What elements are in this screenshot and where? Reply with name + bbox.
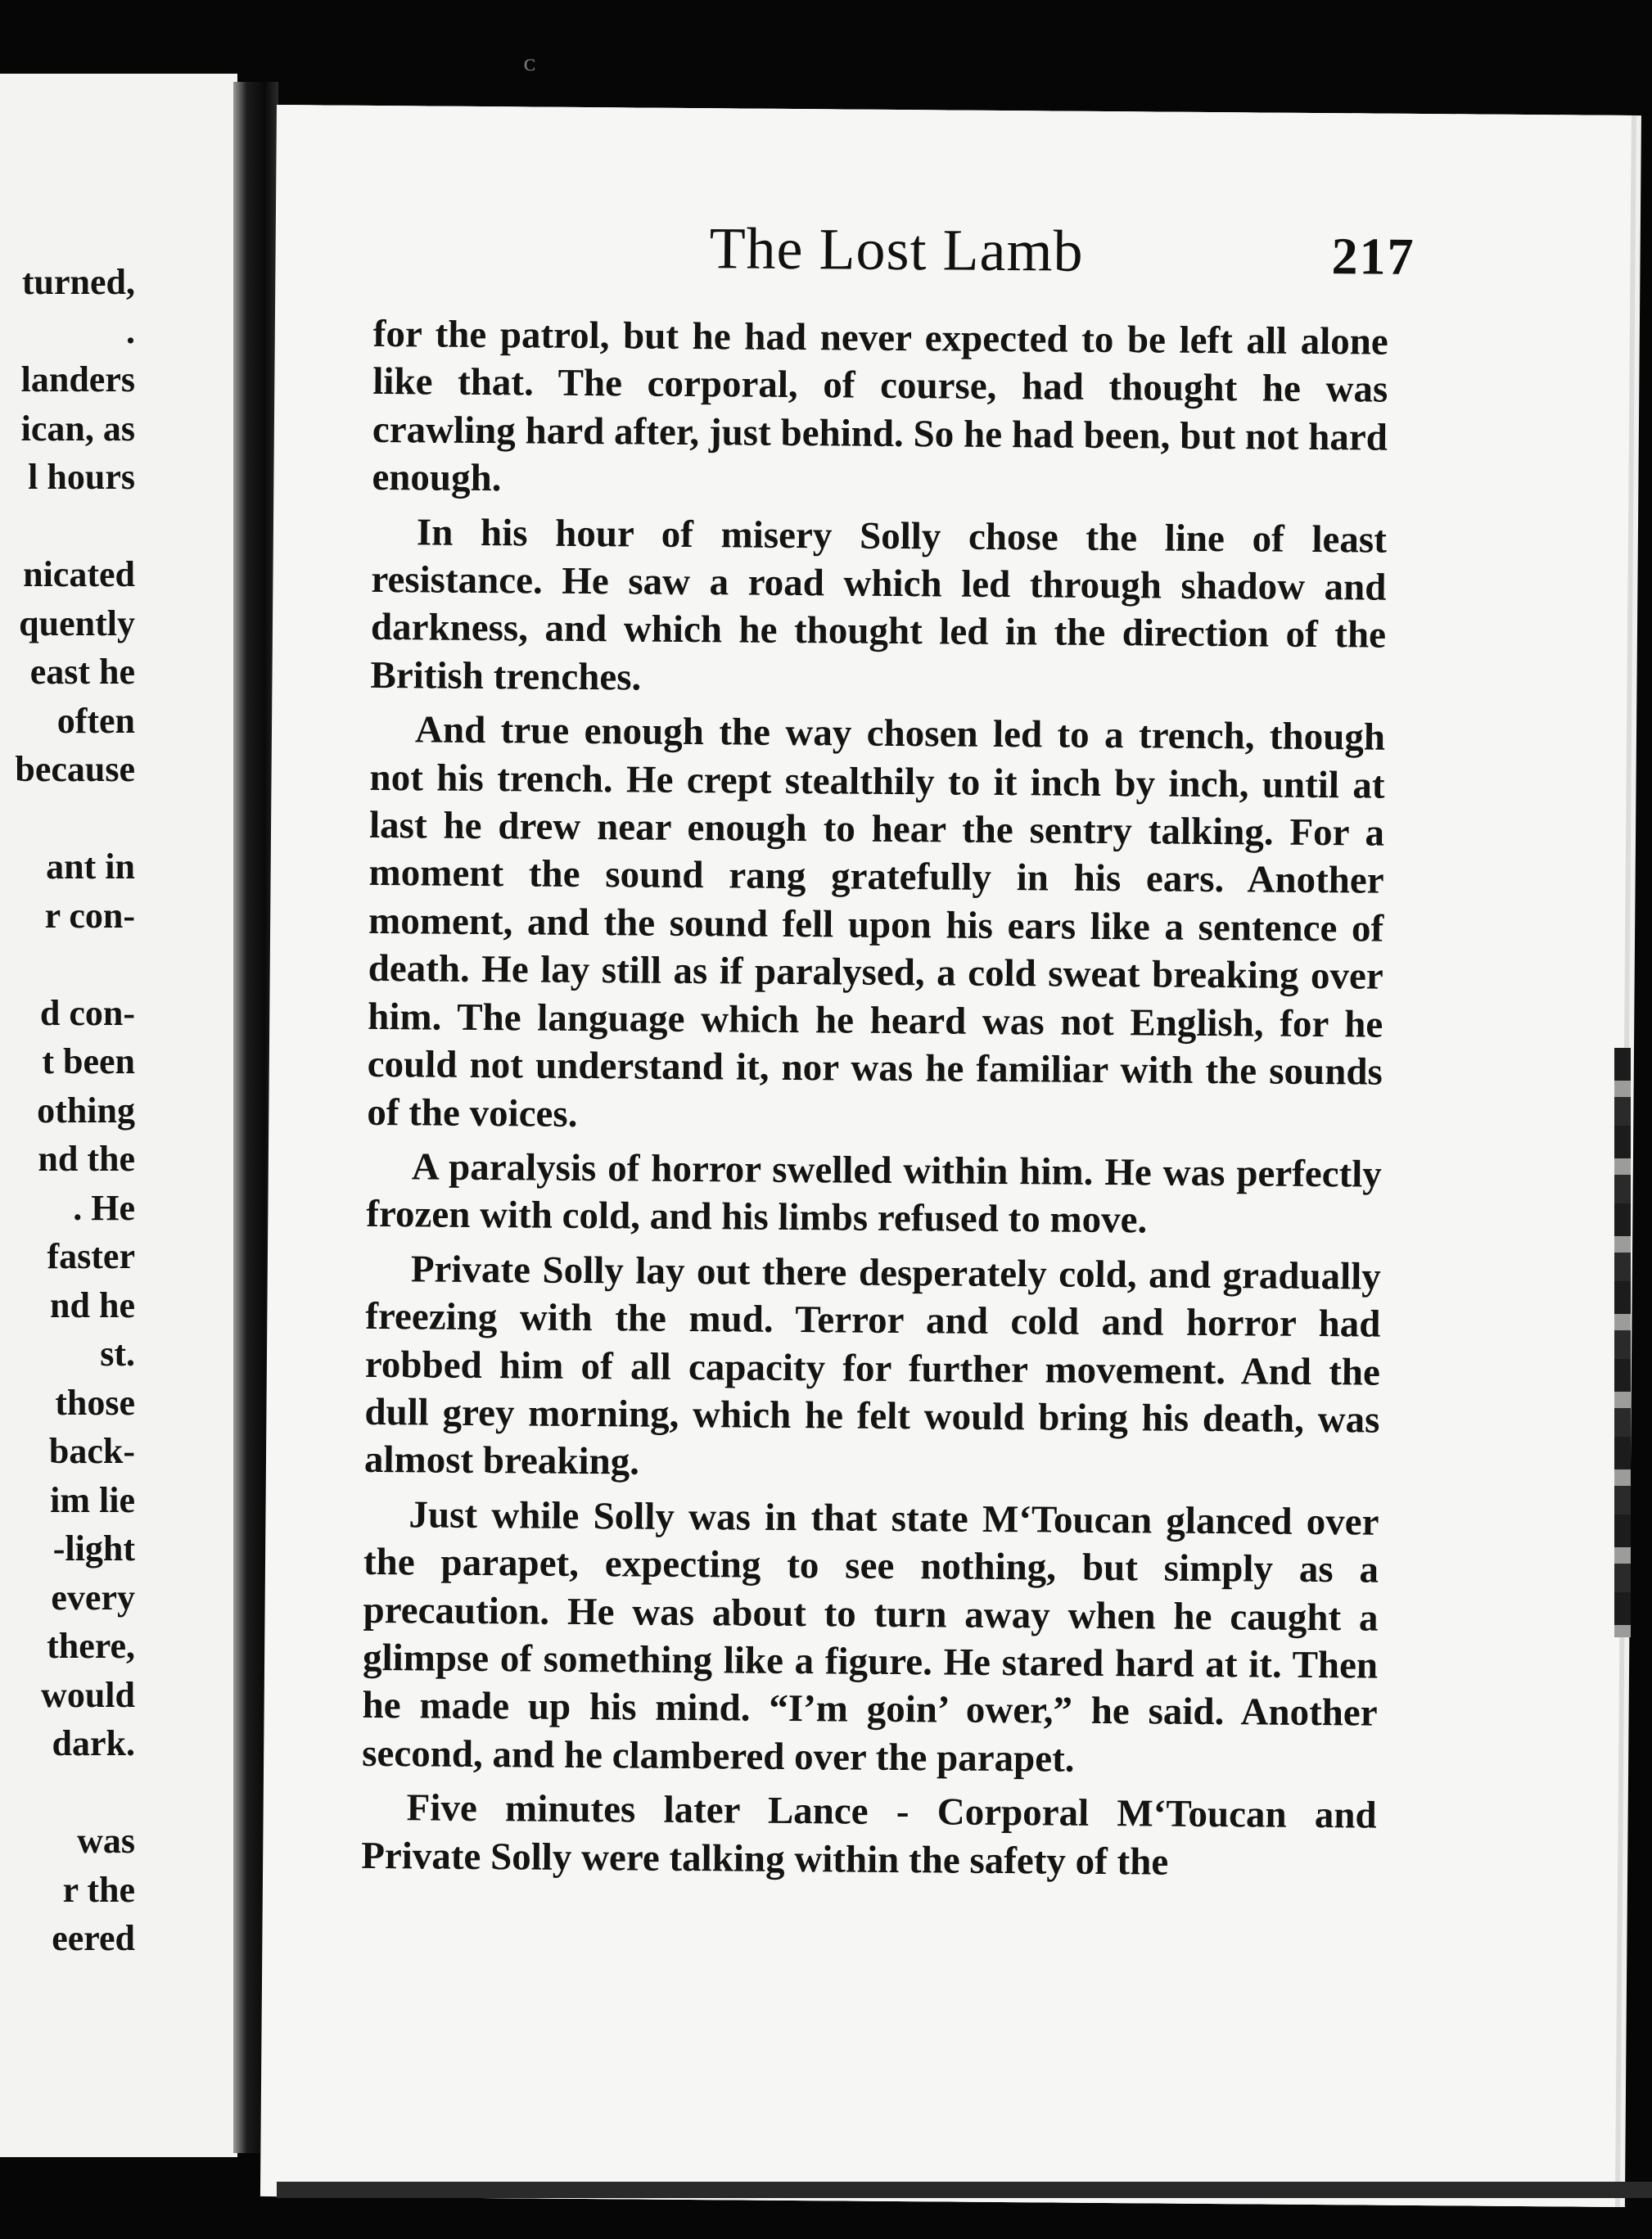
- left-page-line: t been: [42, 1041, 135, 1081]
- left-page-line: eered: [52, 1918, 135, 1958]
- paragraph: A paralysis of horror swelled within him. He was perfectly frozen with cold, and his limbs refused to move.: [366, 1145, 1382, 1242]
- left-page: [0, 74, 237, 2157]
- left-page-line: ant in: [46, 846, 135, 887]
- left-page-line: . He: [73, 1187, 135, 1228]
- left-page-line: .: [126, 310, 135, 351]
- paragraph: Five minutes later Lance - Corporal M‘Toucan and Private Solly were talking within the safety of the: [361, 1786, 1377, 1884]
- paragraph: Just while Solly was in that state M‘Toucan glanced over the parapet, expecting to see nothing, but simply as a precaution. He was about to turn away when he caught a glimpse of something like a figure. He stared hard at it. Then he made up his mind. “I’m goin’ ower,” he said. Another second, and he clambered over the parapet.: [361, 1493, 1379, 1781]
- left-page-line: r con-: [44, 895, 135, 936]
- left-page-line: turned,: [21, 262, 135, 302]
- paragraph: And true enough the way chosen led to a trench, though not his trench. He crept stealthily to it inch by inch, until at last he drew near enough to hear the sentry talking. For a moment the sound rang gratefully in his ears. Another moment, and the sound fell upon his ears like a sentence of death. He lay still as if paralysed, a cold sweat breaking over him. The language which he heard was not English, for he could not understand it, nor was he familiar with the sounds of the voices.: [367, 708, 1386, 1135]
- paragraph: Private Solly lay out there desperately cold, and gradually freezing with the mud. Terror and cold and horror had robbed him of all capacity for further movement. And the dull grey morning, which he felt would bring his death, was almost breaking.: [363, 1248, 1382, 1483]
- left-page-line: ican, as: [20, 408, 135, 449]
- paragraph: for the patrol, but he had never expected to be left all alone like that. The corporal, of course, had thought he was crawling hard after, just behind. So he had been, but not hard enough.: [372, 312, 1388, 500]
- left-page-line: quently: [19, 603, 135, 643]
- running-head: [275, 211, 1631, 320]
- running-title: The Lost Lamb: [709, 215, 1084, 284]
- left-page-line: because: [15, 749, 135, 789]
- left-page-line: was: [77, 1821, 135, 1861]
- left-page-line: nicated: [23, 554, 135, 594]
- left-page-line: nd he: [50, 1284, 135, 1325]
- left-page-line: often: [56, 700, 135, 741]
- left-page-line: would: [41, 1674, 135, 1715]
- left-page-line: l hours: [28, 457, 135, 497]
- paragraph: In his hour of misery Solly chose the line of least resistance. He saw a road which led through shadow and darkness, and which he thought led in the direction of the British trenches.: [370, 510, 1388, 699]
- page-number: 217: [1331, 227, 1415, 286]
- left-page-line: back-: [48, 1431, 135, 1471]
- left-page-line: d con-: [39, 992, 135, 1033]
- left-page-line: east he: [29, 652, 135, 692]
- left-page-line: landers: [20, 359, 135, 399]
- left-page-line: r the: [62, 1869, 135, 1910]
- left-page-line: im lie: [50, 1479, 135, 1520]
- left-page-line: -light: [52, 1528, 135, 1569]
- left-page-line: dark.: [52, 1723, 135, 1763]
- page-bottom-edge: [277, 2182, 1652, 2198]
- left-page-line: othing: [37, 1090, 135, 1131]
- page-edge-marks: [1614, 1048, 1631, 1637]
- left-page-line: there,: [47, 1626, 135, 1666]
- scan-mark: ᴄ: [524, 49, 536, 76]
- right-page: [260, 105, 1632, 2207]
- left-page-line: nd the: [38, 1139, 135, 1179]
- body-text: [361, 310, 1388, 1894]
- left-page-line: those: [55, 1382, 135, 1423]
- left-page-line: every: [51, 1577, 135, 1618]
- left-page-line: st.: [100, 1334, 135, 1374]
- left-page-line: faster: [47, 1236, 135, 1276]
